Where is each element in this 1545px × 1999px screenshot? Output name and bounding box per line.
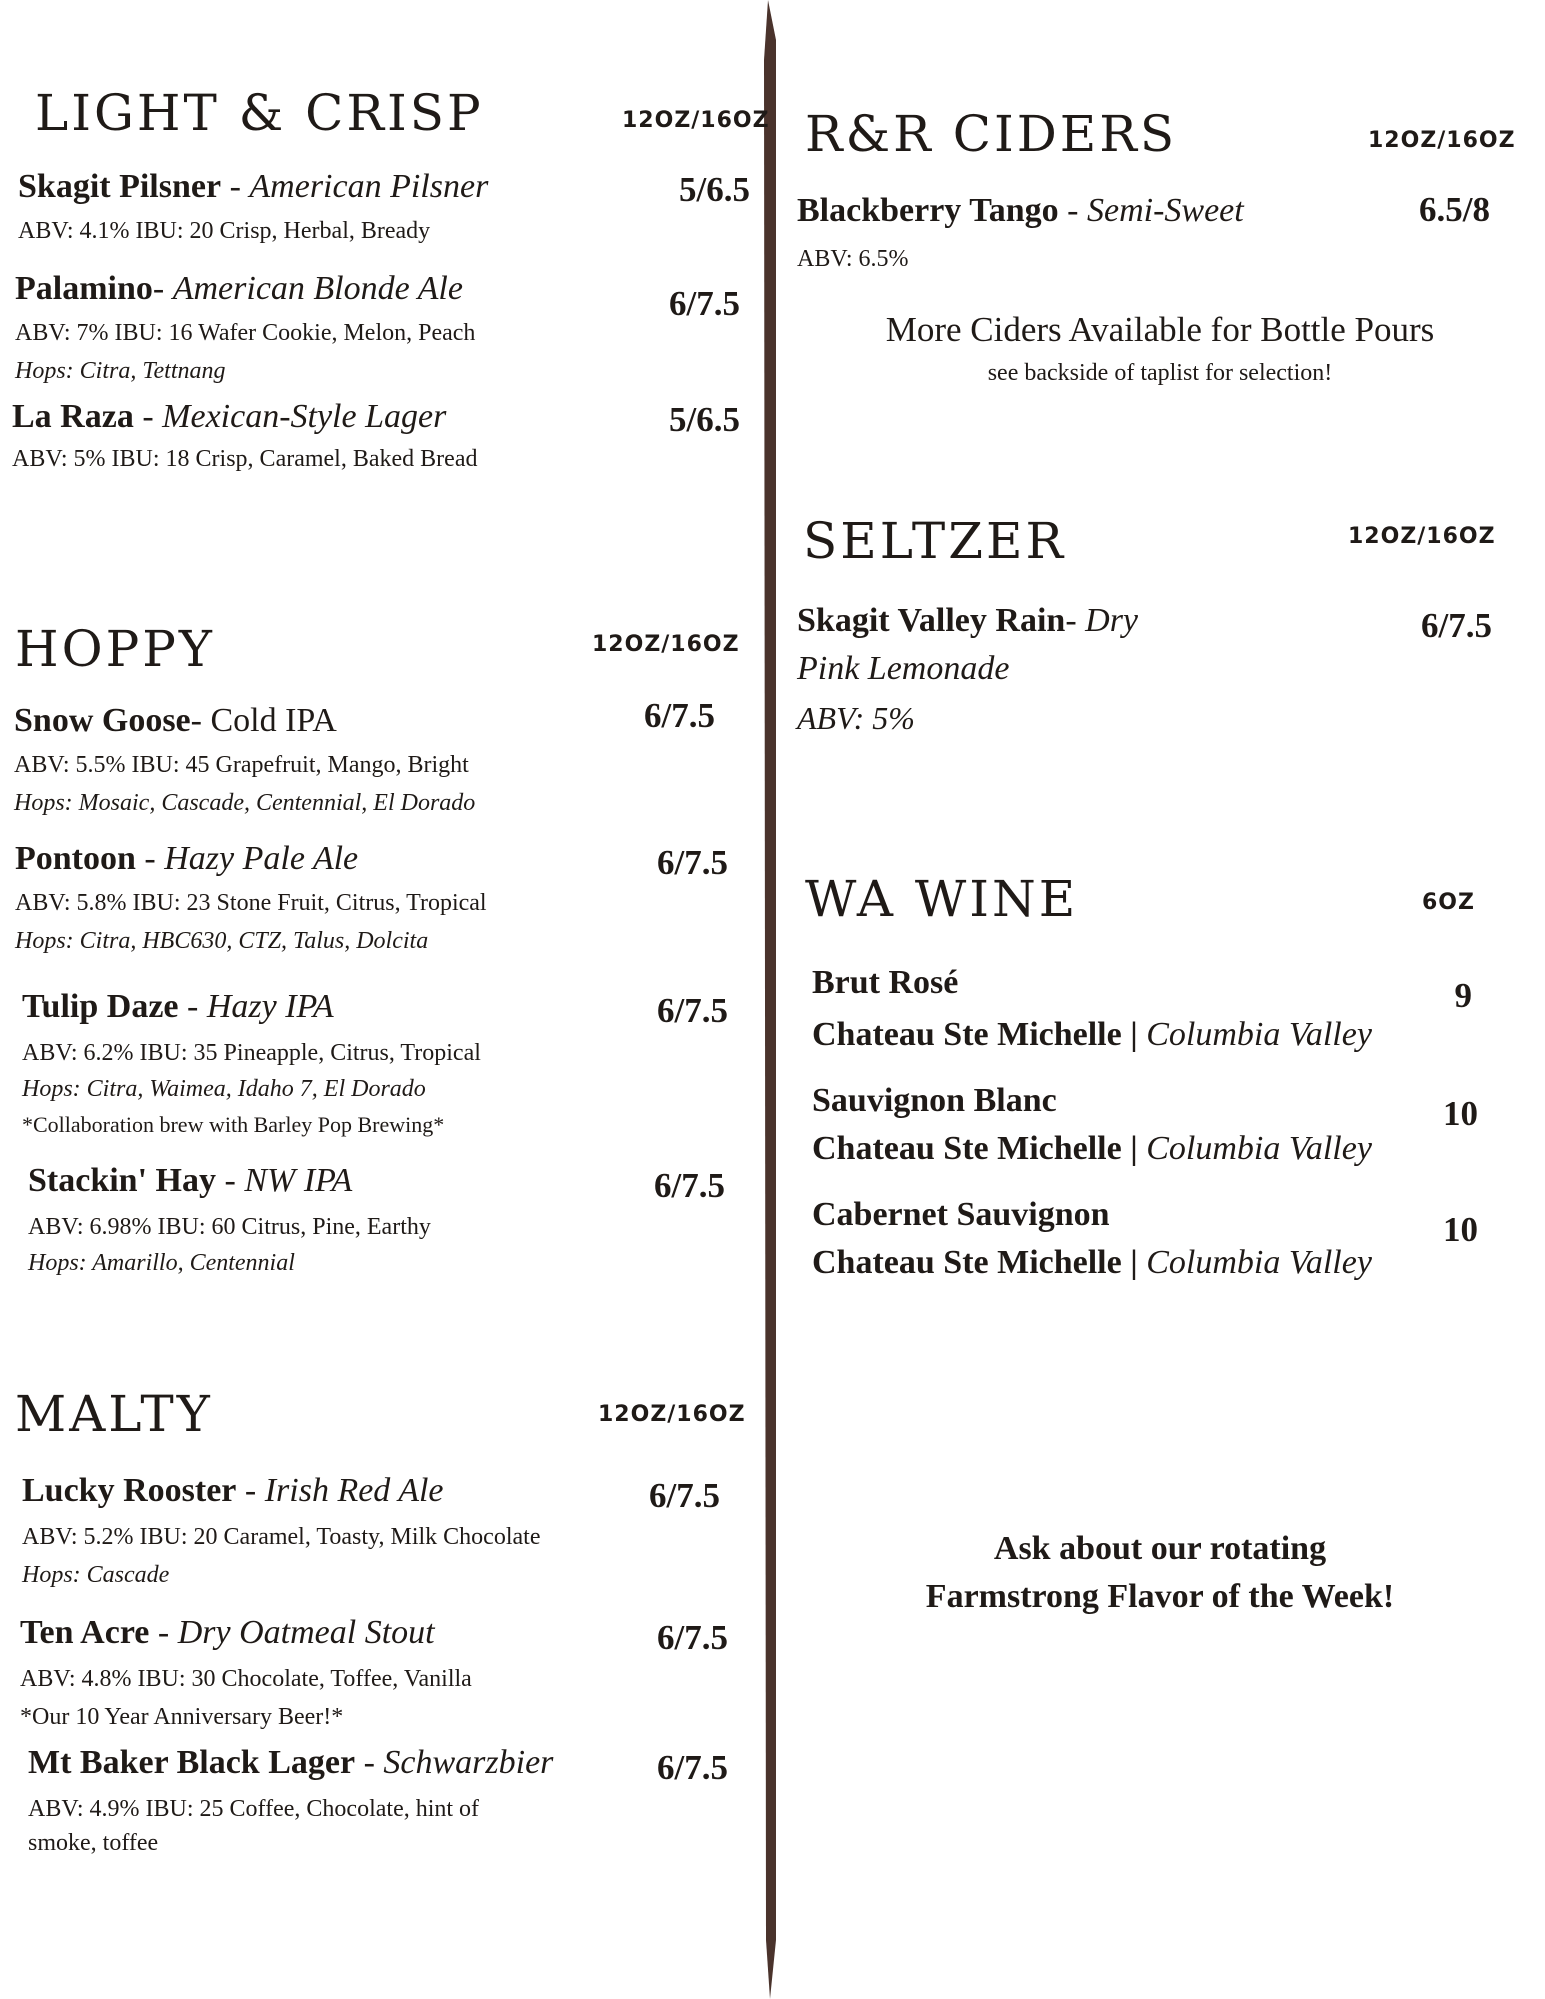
price-tulip-daze: 6/7.5: [657, 991, 728, 1030]
promo-line-2: Farmstrong Flavor of the Week!: [925, 1578, 1395, 1615]
size-label-light-crisp: 12OZ/16OZ: [622, 108, 770, 133]
size-label-hoppy: 12OZ/16OZ: [592, 632, 740, 657]
beer-details-pontoon: ABV: 5.8% IBU: 23 Stone Fruit, Citrus, Tropical: [15, 890, 487, 916]
cider-details-blackberry-tango: ABV: 6.5%: [797, 246, 909, 272]
beer-hops-stackin-hay: Hops: Amarillo, Centennial: [28, 1250, 295, 1276]
wine-winery-brut-rose: Chateau Ste Michelle | Columbia Valley: [812, 1016, 1372, 1053]
beer-name-pontoon: Pontoon - Hazy Pale Ale: [15, 840, 359, 877]
price-ten-acre: 6/7.5: [657, 1618, 728, 1657]
beer-hops-palamino: Hops: Citra, Tettnang: [15, 358, 226, 384]
beer-name-tulip-daze: Tulip Daze - Hazy IPA: [22, 988, 334, 1025]
cider-name-blackberry-tango: Blackberry Tango - Semi-Sweet: [797, 192, 1244, 229]
price-snow-goose: 6/7.5: [644, 696, 715, 735]
wine-name-cabernet-sauvignon: Cabernet Sauvignon: [812, 1196, 1110, 1233]
price-brut-rose: 9: [1454, 976, 1472, 1015]
beer-hops-snow-goose: Hops: Mosaic, Cascade, Centennial, El Dorado: [14, 790, 476, 816]
beer-name-lucky-rooster: Lucky Rooster - Irish Red Ale: [22, 1472, 444, 1509]
wine-winery-cabernet-sauvignon: Chateau Ste Michelle | Columbia Valley: [812, 1244, 1372, 1281]
promo-line-1: Ask about our rotating: [993, 1530, 1327, 1567]
wine-name-brut-rose: Brut Rosé: [812, 964, 959, 1001]
beer-name-snow-goose: Snow Goose- Cold IPA: [14, 702, 337, 739]
seltzer-name-skagit-valley-rain: Skagit Valley Rain- Dry: [797, 602, 1139, 639]
section-title-wine: WA WINE: [805, 870, 1079, 928]
price-sauvignon-blanc: 10: [1443, 1094, 1478, 1133]
price-palamino: 6/7.5: [669, 284, 740, 323]
section-title-light-crisp: LIGHT & CRISP: [35, 84, 484, 142]
column-divider: [760, 0, 780, 1999]
beer-details-snow-goose: ABV: 5.5% IBU: 45 Grapefruit, Mango, Bright: [14, 752, 469, 778]
beer-details-lucky-rooster: ABV: 5.2% IBU: 20 Caramel, Toasty, Milk Chocolate: [22, 1524, 541, 1550]
price-stackin-hay: 6/7.5: [654, 1166, 725, 1205]
more-ciders-subtext: see backside of taplist for selection!: [987, 360, 1333, 386]
more-ciders-text: More Ciders Available for Bottle Pours: [885, 310, 1435, 349]
beer-details-skagit-pilsner: ABV: 4.1% IBU: 20 Crisp, Herbal, Bready: [18, 218, 431, 244]
section-title-hoppy: HOPPY: [15, 620, 215, 678]
beer-hops-lucky-rooster: Hops: Cascade: [22, 1562, 170, 1588]
beer-name-la-raza: La Raza - Mexican-Style Lager: [12, 398, 447, 435]
seltzer-style-skagit-valley-rain: Pink Lemonade: [797, 650, 1010, 687]
beer-details-palamino: ABV: 7% IBU: 16 Wafer Cookie, Melon, Peach: [15, 320, 476, 346]
beer-name-mt-baker-black-lager: Mt Baker Black Lager - Schwarzbier: [28, 1744, 554, 1781]
wine-name-sauvignon-blanc: Sauvignon Blanc: [812, 1082, 1057, 1119]
price-lucky-rooster: 6/7.5: [649, 1476, 720, 1515]
beer-note-ten-acre: *Our 10 Year Anniversary Beer!*: [20, 1704, 344, 1730]
price-pontoon: 6/7.5: [657, 843, 728, 882]
beer-name-skagit-pilsner: Skagit Pilsner - American Pilsner: [18, 168, 489, 205]
size-label-seltzer: 12OZ/16OZ: [1348, 524, 1496, 549]
beer-details-mt-baker-black-lager: ABV: 4.9% IBU: 25 Coffee, Chocolate, hint of: [28, 1796, 480, 1822]
size-label-wine: 6OZ: [1422, 890, 1475, 915]
beer-hops-pontoon: Hops: Citra, HBC630, CTZ, Talus, Dolcita: [15, 928, 429, 954]
beer-details-la-raza: ABV: 5% IBU: 18 Crisp, Caramel, Baked Bread: [12, 446, 478, 472]
beer-name-palamino: Palamino- American Blonde Ale: [15, 270, 463, 307]
beer-details-stackin-hay: ABV: 6.98% IBU: 60 Citrus, Pine, Earthy: [28, 1214, 431, 1240]
size-label-ciders: 12OZ/16OZ: [1368, 128, 1516, 153]
wine-winery-sauvignon-blanc: Chateau Ste Michelle | Columbia Valley: [812, 1130, 1372, 1167]
beer-name-stackin-hay: Stackin' Hay - NW IPA: [28, 1162, 353, 1199]
price-la-raza: 5/6.5: [669, 400, 740, 439]
beer-details-tulip-daze: ABV: 6.2% IBU: 35 Pineapple, Citrus, Tropical: [22, 1040, 481, 1066]
seltzer-details-skagit-valley-rain: ABV: 5%: [797, 700, 915, 736]
price-blackberry-tango: 6.5/8: [1419, 190, 1490, 229]
beer-name-ten-acre: Ten Acre - Dry Oatmeal Stout: [20, 1614, 435, 1651]
price-cabernet-sauvignon: 10: [1443, 1210, 1478, 1249]
beer-details-mt-baker-black-lager-cont: smoke, toffee: [28, 1830, 159, 1856]
price-skagit-valley-rain: 6/7.5: [1421, 606, 1492, 645]
beer-hops-tulip-daze: Hops: Citra, Waimea, Idaho 7, El Dorado: [22, 1076, 426, 1102]
section-title-ciders: R&R CIDERS: [805, 105, 1178, 163]
beer-note-tulip-daze: *Collaboration brew with Barley Pop Brewing*: [22, 1112, 445, 1137]
size-label-malty: 12OZ/16OZ: [598, 1402, 746, 1427]
price-skagit-pilsner: 5/6.5: [679, 170, 750, 209]
section-title-malty: MALTY: [15, 1385, 213, 1443]
beer-details-ten-acre: ABV: 4.8% IBU: 30 Chocolate, Toffee, Vanilla: [20, 1666, 472, 1692]
section-title-seltzer: SELTZER: [803, 512, 1067, 570]
price-mt-baker-black-lager: 6/7.5: [657, 1748, 728, 1787]
